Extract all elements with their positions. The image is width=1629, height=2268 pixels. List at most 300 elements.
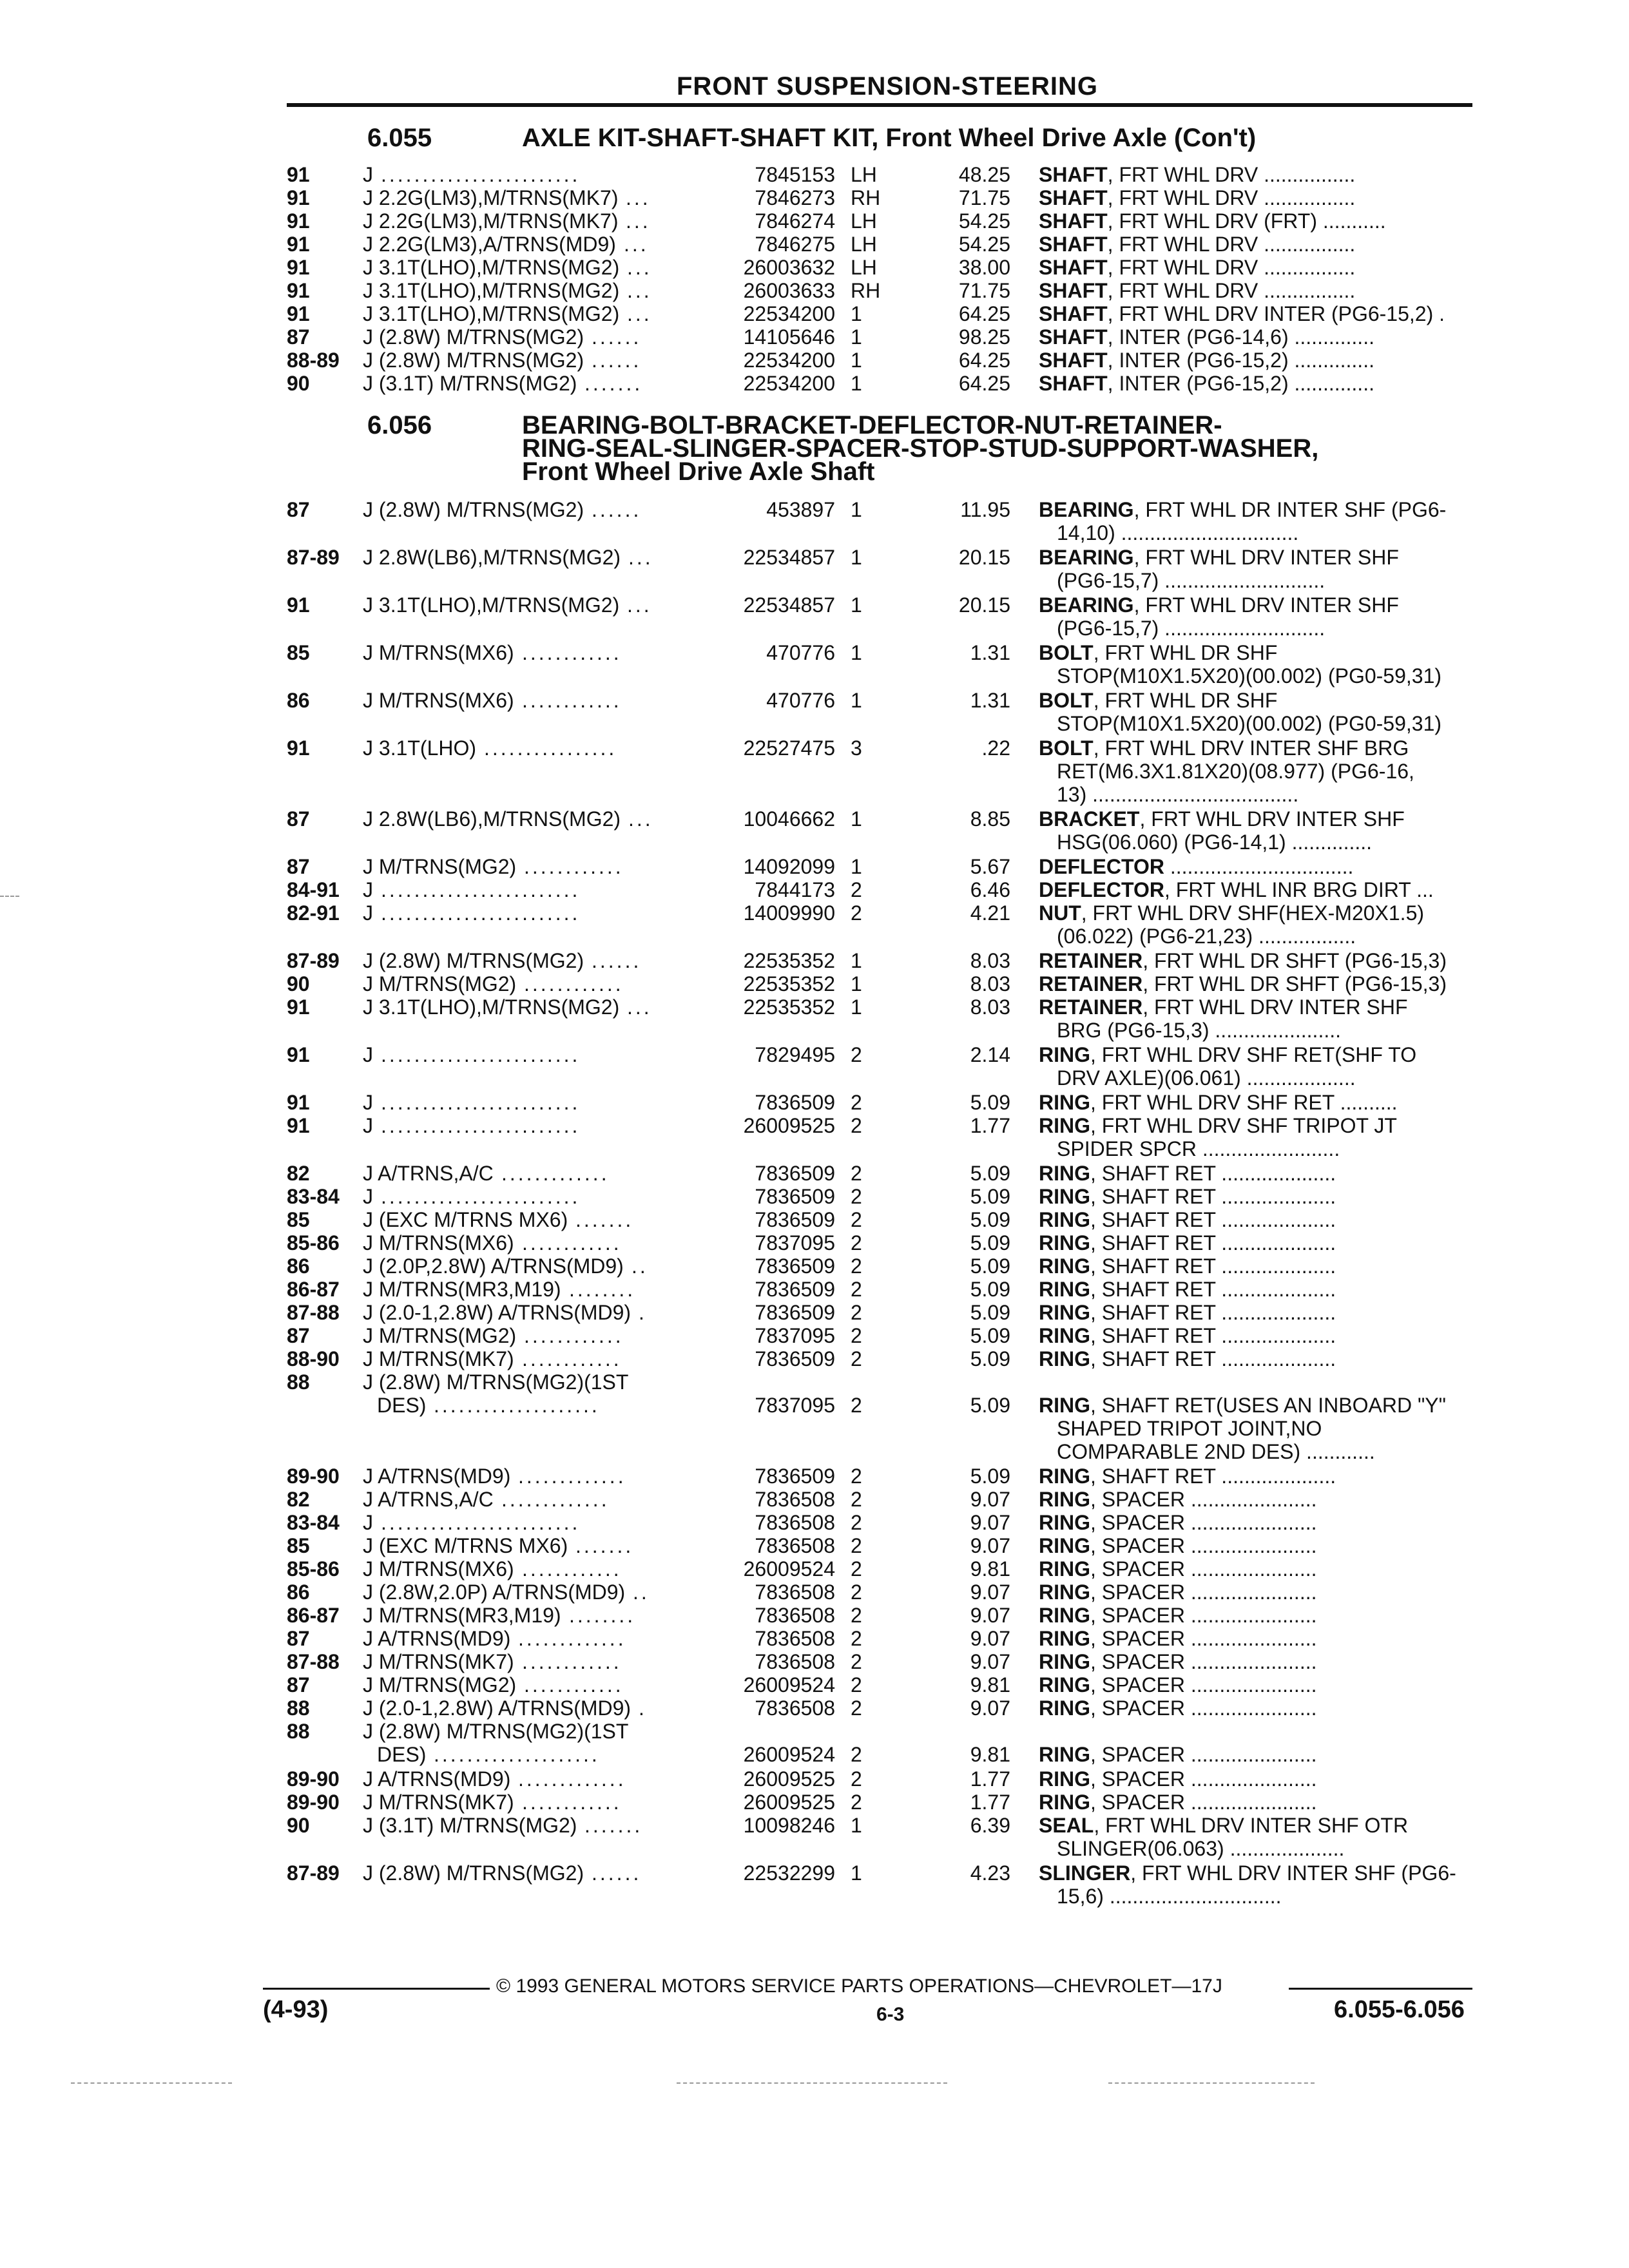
- description-detail: , FRT WHL DRV INTER SHF: [1142, 995, 1408, 1019]
- price: 64.25: [958, 349, 1010, 372]
- application: J M/TRNS(MG2): [363, 855, 517, 878]
- description-detail: , INTER (PG6-14,6) ..............: [1107, 325, 1374, 349]
- footer-page-number: 6-3: [876, 2004, 905, 2025]
- model-year: 91: [287, 256, 310, 279]
- description: [1039, 233, 1355, 256]
- description-keyword: RING: [1039, 1743, 1090, 1766]
- dot-leader: ...: [626, 186, 651, 209]
- part-number: 14009990: [743, 901, 835, 925]
- quantity: LH: [851, 233, 877, 256]
- model-year: 87-89: [287, 949, 340, 972]
- price: 48.25: [958, 163, 1010, 186]
- description-keyword: RING: [1039, 1465, 1090, 1488]
- description-keyword: RING: [1039, 1043, 1090, 1066]
- description-keyword: RING: [1039, 1604, 1090, 1627]
- description: [1039, 1488, 1316, 1511]
- description-detail: , SPACER ......................: [1090, 1696, 1317, 1720]
- application: J 3.1T(LHO): [363, 736, 477, 760]
- description: [1039, 498, 1446, 521]
- dot-leader: ........................: [381, 1185, 581, 1208]
- dot-leader: ...: [627, 256, 652, 279]
- model-year: 86-87: [287, 1604, 340, 1627]
- description-keyword: SHAFT: [1039, 186, 1108, 209]
- application-cont: DES): [377, 1743, 427, 1766]
- part-number: 7836508: [755, 1650, 835, 1673]
- description-keyword: DEFLECTOR: [1039, 878, 1164, 901]
- application: J M/TRNS(MK7): [363, 1347, 514, 1370]
- model-year: 86: [287, 1254, 310, 1278]
- model-year: 91: [287, 186, 310, 209]
- description-cont: BRG (PG6-15,3) ......................: [1057, 1019, 1341, 1042]
- price: 9.07: [970, 1627, 1010, 1650]
- description-detail: , SHAFT RET ....................: [1090, 1162, 1336, 1185]
- model-year: 91: [287, 279, 310, 302]
- quantity: 1: [851, 641, 862, 664]
- model-year: 83-84: [287, 1185, 340, 1208]
- part-number: 7836509: [755, 1301, 835, 1324]
- description: [1039, 209, 1386, 233]
- price: 9.07: [970, 1604, 1010, 1627]
- dot-leader: ........................: [381, 1511, 581, 1534]
- quantity: 1: [851, 1814, 862, 1837]
- description-cont: 15,6) ..............................: [1057, 1885, 1282, 1908]
- description-keyword: SEAL: [1039, 1814, 1094, 1837]
- application: J 3.1T(LHO),M/TRNS(MG2): [363, 593, 620, 617]
- description-keyword: RING: [1039, 1488, 1090, 1511]
- scan-artifact: [71, 2082, 232, 2084]
- description-cont: SHAPED TRIPOT JOINT,NO: [1057, 1417, 1322, 1440]
- description-cont: COMPARABLE 2ND DES) ............: [1057, 1440, 1375, 1463]
- description: [1039, 1324, 1336, 1347]
- description: [1039, 1861, 1456, 1885]
- model-year: 88-90: [287, 1347, 340, 1370]
- dot-leader: ...: [627, 279, 652, 302]
- dot-leader: ......: [592, 325, 642, 349]
- application: J: [363, 1043, 373, 1066]
- price: 54.25: [958, 233, 1010, 256]
- dot-leader: ..: [631, 1254, 648, 1278]
- dot-leader: ...: [627, 995, 652, 1019]
- description-detail: , FRT WHL INR BRG DIRT ...: [1164, 878, 1434, 901]
- description-detail: , SPACER ......................: [1090, 1488, 1317, 1511]
- model-year: 86: [287, 1581, 310, 1604]
- price: 5.09: [970, 1394, 1010, 1417]
- part-number: 22534857: [743, 593, 835, 617]
- description-detail: , FRT WHL DRV INTER SHF BRG: [1093, 736, 1409, 760]
- dot-leader: ............: [522, 1557, 622, 1581]
- description-keyword: RING: [1039, 1185, 1090, 1208]
- description-detail: , SPACER ......................: [1090, 1557, 1317, 1581]
- part-number: 10098246: [743, 1814, 835, 1837]
- model-year: 85: [287, 1208, 310, 1231]
- model-year: 91: [287, 233, 310, 256]
- quantity: 2: [851, 1743, 862, 1766]
- quantity: 1: [851, 855, 862, 878]
- price: 5.09: [970, 1347, 1010, 1370]
- description-keyword: RETAINER: [1039, 995, 1143, 1019]
- description: [1039, 1278, 1336, 1301]
- description-cont: SPIDER SPCR ........................: [1057, 1137, 1340, 1160]
- model-year: 82: [287, 1488, 310, 1511]
- description-keyword: RING: [1039, 1278, 1090, 1301]
- price: 5.09: [970, 1208, 1010, 1231]
- quantity: 2: [851, 1488, 862, 1511]
- dot-leader: .............: [518, 1465, 626, 1488]
- application: J (2.8W) M/TRNS(MG2): [363, 1861, 584, 1885]
- dot-leader: ...: [628, 807, 653, 831]
- quantity: 2: [851, 1324, 862, 1347]
- scan-artifact: [677, 2082, 947, 2084]
- section-title-line: Front Wheel Drive Axle Shaft: [522, 457, 875, 486]
- quantity: 2: [851, 1114, 862, 1137]
- quantity: 2: [851, 1627, 862, 1650]
- quantity: 2: [851, 1254, 862, 1278]
- dot-leader: .............: [518, 1627, 626, 1650]
- description: [1039, 186, 1355, 209]
- dot-leader: ........................: [381, 878, 581, 901]
- description: [1039, 302, 1445, 325]
- description-detail: , SHAFT RET ....................: [1090, 1465, 1336, 1488]
- price: 9.81: [970, 1743, 1010, 1766]
- application: J M/TRNS(MG2): [363, 1673, 517, 1696]
- dot-leader: ......: [592, 1861, 642, 1885]
- part-number: 22534200: [743, 349, 835, 372]
- description: [1039, 593, 1399, 617]
- description-cont: STOP(M10X1.5X20)(00.002) (PG0-59,31): [1057, 712, 1442, 735]
- description-keyword: NUT: [1039, 901, 1081, 925]
- quantity: 2: [851, 1696, 862, 1720]
- description-keyword: RING: [1039, 1162, 1090, 1185]
- quantity: 2: [851, 1581, 862, 1604]
- model-year: 91: [287, 209, 310, 233]
- price: 5.09: [970, 1091, 1010, 1114]
- model-year: 91: [287, 995, 310, 1019]
- price: 20.15: [958, 546, 1010, 569]
- price: 5.09: [970, 1278, 1010, 1301]
- dot-leader: ...: [627, 302, 652, 325]
- application: J 3.1T(LHO),M/TRNS(MG2): [363, 995, 620, 1019]
- quantity: 1: [851, 546, 862, 569]
- price: 6.46: [970, 878, 1010, 901]
- part-number: 7836508: [755, 1581, 835, 1604]
- dot-leader: ....................: [434, 1394, 600, 1417]
- part-number: 26009525: [743, 1767, 835, 1791]
- model-year: 88: [287, 1370, 310, 1394]
- description: [1039, 1581, 1316, 1604]
- dot-leader: .: [639, 1301, 647, 1324]
- price: 1.77: [970, 1767, 1010, 1791]
- description-detail: , FRT WHL DR SHF: [1093, 641, 1278, 664]
- price: 9.81: [970, 1673, 1010, 1696]
- dot-leader: ........................: [381, 901, 581, 925]
- application: J 3.1T(LHO),M/TRNS(MG2): [363, 279, 620, 302]
- dot-leader: .............: [518, 1767, 626, 1791]
- description: [1039, 325, 1374, 349]
- application: J (2.0P,2.8W) A/TRNS(MD9): [363, 1254, 624, 1278]
- description-detail: , SHAFT RET ....................: [1090, 1324, 1336, 1347]
- description-cont: STOP(M10X1.5X20)(00.002) (PG0-59,31): [1057, 664, 1442, 687]
- part-number: 7836508: [755, 1604, 835, 1627]
- application: J (EXC M/TRNS MX6): [363, 1534, 568, 1557]
- dot-leader: ............: [522, 689, 622, 712]
- part-number: 22534200: [743, 372, 835, 395]
- quantity: 1: [851, 302, 862, 325]
- description-keyword: DEFLECTOR: [1039, 855, 1164, 878]
- description-keyword: RING: [1039, 1091, 1090, 1114]
- application: J A/TRNS(MD9): [363, 1627, 511, 1650]
- quantity: LH: [851, 209, 877, 233]
- quantity: 2: [851, 878, 862, 901]
- description-keyword: SHAFT: [1039, 279, 1108, 302]
- description: [1039, 1650, 1316, 1673]
- description: [1039, 1604, 1316, 1627]
- application: J (EXC M/TRNS MX6): [363, 1208, 568, 1231]
- application: J 2.8W(LB6),M/TRNS(MG2): [363, 807, 621, 831]
- price: 9.81: [970, 1557, 1010, 1581]
- description: [1039, 807, 1405, 831]
- footer-copyright: © 1993 GENERAL MOTORS SERVICE PARTS OPERATIONS—CHEVROLET—17J: [496, 1975, 1222, 1997]
- application: J (2.8W) M/TRNS(MG2)(1ST: [363, 1720, 629, 1743]
- description-cont: (06.022) (PG6-21,23) .................: [1057, 925, 1356, 948]
- dot-leader: .: [639, 1696, 647, 1720]
- description-detail: , SPACER ......................: [1090, 1673, 1317, 1696]
- application: J (2.8W) M/TRNS(MG2): [363, 325, 584, 349]
- application: J (2.8W) M/TRNS(MG2)(1ST: [363, 1370, 629, 1394]
- description-keyword: RING: [1039, 1650, 1090, 1673]
- price: 20.15: [958, 593, 1010, 617]
- description: [1039, 372, 1374, 395]
- scan-artifact: [1108, 2082, 1315, 2084]
- dot-leader: .......: [584, 372, 643, 395]
- quantity: 1: [851, 949, 862, 972]
- description: [1039, 1673, 1316, 1696]
- description: [1039, 1743, 1316, 1766]
- price: 71.75: [958, 186, 1010, 209]
- description-keyword: RING: [1039, 1114, 1090, 1137]
- description: [1039, 972, 1447, 995]
- description: [1039, 1465, 1336, 1488]
- description-detail: , SHAFT RET ....................: [1090, 1347, 1336, 1370]
- description-keyword: RING: [1039, 1511, 1090, 1534]
- dot-leader: ............: [522, 1231, 622, 1254]
- model-year: 87-88: [287, 1301, 340, 1324]
- description-keyword: RING: [1039, 1394, 1090, 1417]
- price: 1.77: [970, 1791, 1010, 1814]
- part-number: 7846275: [755, 233, 835, 256]
- dot-leader: .......: [584, 1814, 643, 1837]
- model-year: 85: [287, 641, 310, 664]
- model-year: 82-91: [287, 901, 340, 925]
- quantity: LH: [851, 256, 877, 279]
- scan-artifact: [0, 896, 19, 897]
- application: J (2.0-1,2.8W) A/TRNS(MD9): [363, 1696, 631, 1720]
- quantity: 2: [851, 1650, 862, 1673]
- description: [1039, 1534, 1316, 1557]
- description-keyword: BOLT: [1039, 641, 1094, 664]
- model-year: 87: [287, 855, 310, 878]
- part-number: 7836509: [755, 1162, 835, 1185]
- description-detail: , FRT WHL DRV INTER SHF: [1139, 807, 1405, 831]
- description: [1039, 163, 1355, 186]
- price: 4.23: [970, 1861, 1010, 1885]
- part-number: 453897: [766, 498, 835, 521]
- application: J: [363, 1511, 373, 1534]
- section-title-line: AXLE KIT-SHAFT-SHAFT KIT, Front Wheel Drive Axle (Con't): [522, 124, 1257, 152]
- description: [1039, 1347, 1336, 1370]
- model-year: 87-89: [287, 546, 340, 569]
- quantity: 2: [851, 1557, 862, 1581]
- quantity: 1: [851, 1861, 862, 1885]
- application: J (2.8W) M/TRNS(MG2): [363, 498, 584, 521]
- quantity: RH: [851, 186, 881, 209]
- description-keyword: SHAFT: [1039, 372, 1108, 395]
- application: J: [363, 163, 373, 186]
- model-year: 87: [287, 325, 310, 349]
- application: J: [363, 878, 373, 901]
- description-detail: , SPACER ......................: [1090, 1650, 1317, 1673]
- description-keyword: BOLT: [1039, 689, 1094, 712]
- price: 11.95: [960, 498, 1010, 521]
- model-year: 89-90: [287, 1791, 340, 1814]
- quantity: 1: [851, 498, 862, 521]
- quantity: 2: [851, 1534, 862, 1557]
- description-keyword: RING: [1039, 1534, 1090, 1557]
- description-keyword: BEARING: [1039, 498, 1134, 521]
- model-year: 88: [287, 1720, 310, 1743]
- description-keyword: SHAFT: [1039, 209, 1108, 233]
- application: J M/TRNS(MK7): [363, 1791, 514, 1814]
- dot-leader: ......: [592, 949, 642, 972]
- description-keyword: RING: [1039, 1627, 1090, 1650]
- description-detail: , SPACER ......................: [1090, 1767, 1317, 1791]
- description: [1039, 1254, 1336, 1278]
- application: J: [363, 1185, 373, 1208]
- description-detail: , FRT WHL DR SHF: [1093, 689, 1278, 712]
- description-keyword: SHAFT: [1039, 256, 1108, 279]
- part-number: 7836508: [755, 1696, 835, 1720]
- dot-leader: ..: [633, 1581, 650, 1604]
- description-detail: , FRT WHL DRV INTER SHF (PG6-: [1130, 1861, 1456, 1885]
- description-keyword: RING: [1039, 1673, 1090, 1696]
- model-year: 90: [287, 372, 310, 395]
- model-year: 84-91: [287, 878, 340, 901]
- section-title-line: BEARING-BOLT-BRACKET-DEFLECTOR-NUT-RETAINER-: [522, 411, 1222, 439]
- dot-leader: ....................: [434, 1743, 600, 1766]
- model-year: 82: [287, 1162, 310, 1185]
- dot-leader: ............: [522, 1791, 622, 1814]
- price: 54.25: [958, 209, 1010, 233]
- dot-leader: .............: [501, 1162, 610, 1185]
- application: J A/TRNS,A/C: [363, 1488, 494, 1511]
- description-detail: , FRT WHL DRV ................: [1107, 279, 1356, 302]
- part-number: 7829495: [755, 1043, 835, 1066]
- description-keyword: SHAFT: [1039, 233, 1108, 256]
- description-keyword: SHAFT: [1039, 325, 1108, 349]
- dot-leader: .......: [575, 1534, 634, 1557]
- part-number: 22535352: [743, 972, 835, 995]
- application: J (2.0-1,2.8W) A/TRNS(MD9): [363, 1301, 631, 1324]
- price: 98.25: [958, 325, 1010, 349]
- dot-leader: ............: [522, 641, 622, 664]
- application: J A/TRNS(MD9): [363, 1767, 511, 1791]
- dot-leader: ............: [522, 1347, 622, 1370]
- quantity: 1: [851, 995, 862, 1019]
- description-detail: , FRT WHL DRV INTER SHF: [1133, 546, 1399, 569]
- model-year: 91: [287, 302, 310, 325]
- description-detail: , FRT WHL DRV SHF TRIPOT JT: [1090, 1114, 1397, 1137]
- price: 5.09: [970, 1162, 1010, 1185]
- description: [1039, 279, 1355, 302]
- model-year: 87-88: [287, 1650, 340, 1673]
- footer-date: (4-93): [263, 1996, 329, 2023]
- model-year: 91: [287, 736, 310, 760]
- application: J M/TRNS(MK7): [363, 1650, 514, 1673]
- model-year: 91: [287, 593, 310, 617]
- part-number: 26003632: [743, 256, 835, 279]
- application-cont: DES): [377, 1394, 427, 1417]
- description-detail: , FRT WHL DRV SHF RET(SHF TO: [1090, 1043, 1417, 1066]
- model-year: 87-89: [287, 1861, 340, 1885]
- application: J M/TRNS(MG2): [363, 1324, 517, 1347]
- application: J: [363, 1114, 373, 1137]
- part-number: 7846274: [755, 209, 835, 233]
- description-detail: , INTER (PG6-15,2) ..............: [1107, 372, 1374, 395]
- dot-leader: ........................: [381, 163, 581, 186]
- model-year: 91: [287, 163, 310, 186]
- dot-leader: ........................: [381, 1091, 581, 1114]
- model-year: 87: [287, 1324, 310, 1347]
- dot-leader: ................: [484, 736, 617, 760]
- dot-leader: .............: [501, 1488, 610, 1511]
- footer-rule-left: [263, 1988, 490, 1990]
- description-detail: , SPACER ......................: [1090, 1604, 1317, 1627]
- part-number: 7845153: [755, 163, 835, 186]
- quantity: 1: [851, 807, 862, 831]
- description-keyword: BEARING: [1039, 593, 1134, 617]
- section-title-line: RING-SEAL-SLINGER-SPACER-STOP-STUD-SUPPORT-WASHER,: [522, 434, 1319, 463]
- description-keyword: RING: [1039, 1208, 1090, 1231]
- description-keyword: RING: [1039, 1324, 1090, 1347]
- quantity: LH: [851, 163, 877, 186]
- part-number: 26009525: [743, 1114, 835, 1137]
- part-number: 7837095: [755, 1394, 835, 1417]
- description-detail: , FRT WHL DRV ................: [1107, 233, 1356, 256]
- dot-leader: ............: [524, 1673, 624, 1696]
- part-number: 14092099: [743, 855, 835, 878]
- quantity: 2: [851, 1767, 862, 1791]
- quantity: 2: [851, 1231, 862, 1254]
- description-cont: 13) ....................................: [1057, 783, 1299, 806]
- model-year: 88-89: [287, 349, 340, 372]
- part-number: 7836508: [755, 1488, 835, 1511]
- quantity: 2: [851, 1347, 862, 1370]
- description: [1039, 1114, 1397, 1137]
- model-year: 91: [287, 1114, 310, 1137]
- part-number: 7836509: [755, 1185, 835, 1208]
- description: [1039, 1185, 1336, 1208]
- quantity: 1: [851, 972, 862, 995]
- footer-rule-right: [1289, 1988, 1472, 1990]
- description: [1039, 689, 1277, 712]
- part-number: 470776: [766, 641, 835, 664]
- dot-leader: ...: [627, 593, 652, 617]
- application: J (3.1T) M/TRNS(MG2): [363, 1814, 577, 1837]
- price: .22: [981, 736, 1010, 760]
- dot-leader: ........: [569, 1278, 636, 1301]
- model-year: 87: [287, 1627, 310, 1650]
- part-number: 22527475: [743, 736, 835, 760]
- application: J (2.8W) M/TRNS(MG2): [363, 949, 584, 972]
